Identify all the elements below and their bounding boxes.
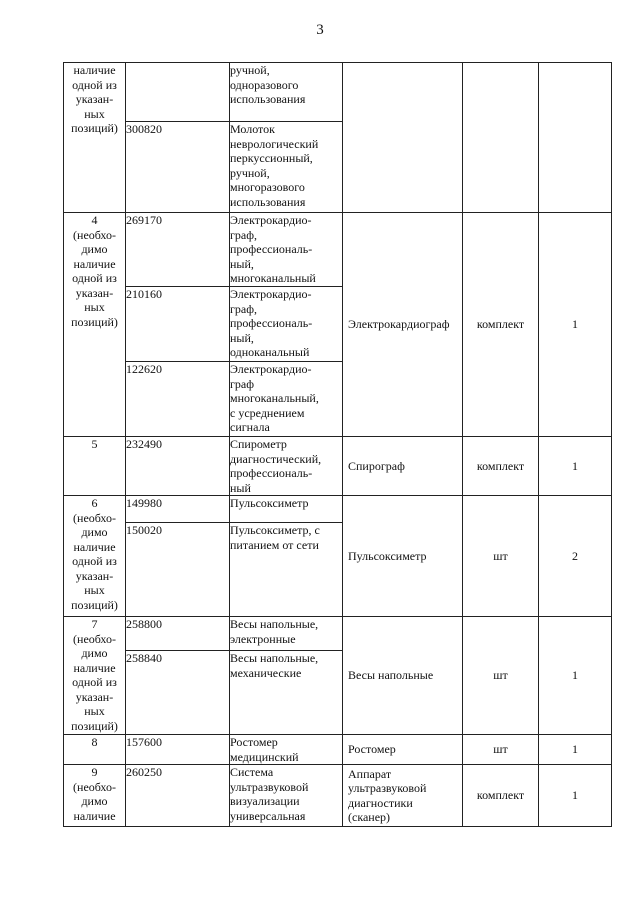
- nomenclature-code: 122620: [126, 362, 230, 437]
- nomenclature-code: [126, 63, 230, 122]
- unit: шт: [463, 735, 539, 765]
- item-description: Спирометр диагностический, профессиональ- ный: [230, 437, 343, 496]
- nomenclature-code: 157600: [126, 735, 230, 765]
- device-name: Спирограф: [343, 437, 463, 496]
- device-name: Пульсоксиметр: [343, 496, 463, 617]
- unit: шт: [463, 617, 539, 735]
- nomenclature-code: 260250: [126, 765, 230, 827]
- position-number: 4 (необхо- димо наличие одной из указан- ных позиций): [64, 213, 126, 437]
- position-number: 6 (необхо- димо наличие одной из указан- ных позиций): [64, 496, 126, 617]
- item-description: Молоток неврологический перкуссионный, ручной, многоразового использования: [230, 122, 343, 213]
- item-description: Пульсоксиметр: [230, 496, 343, 523]
- device-name: Электрокардиограф: [343, 213, 463, 437]
- position-number: 8: [64, 735, 126, 765]
- item-description: Весы напольные, электронные: [230, 617, 343, 651]
- position-number: 9 (необхо- димо наличие: [64, 765, 126, 827]
- item-description: Электрокардио- граф, профессиональ- ный, многоканальный: [230, 213, 343, 287]
- nomenclature-code: 150020: [126, 523, 230, 617]
- unit: комплект: [463, 765, 539, 827]
- unit: шт: [463, 496, 539, 617]
- unit: [463, 63, 539, 213]
- quantity: 2: [539, 496, 612, 617]
- item-description: Электрокардио- граф многоканальный, с усреднением сигнала: [230, 362, 343, 437]
- item-description: Пульсоксиметр, с питанием от сети: [230, 523, 343, 617]
- nomenclature-code: 258840: [126, 651, 230, 735]
- item-description: Система ультразвуковой визуализации универсальная: [230, 765, 343, 827]
- quantity: 1: [539, 735, 612, 765]
- quantity: [539, 63, 612, 213]
- device-name: Весы напольные: [343, 617, 463, 735]
- item-description: ручной, одноразового использования: [230, 63, 343, 122]
- quantity: 1: [539, 213, 612, 437]
- nomenclature-code: 232490: [126, 437, 230, 496]
- unit: комплект: [463, 437, 539, 496]
- device-name: Аппарат ультразвуковой диагностики (сканер): [343, 765, 463, 827]
- equipment-table: [63, 62, 612, 827]
- unit: комплект: [463, 213, 539, 437]
- quantity: 1: [539, 437, 612, 496]
- nomenclature-code: 300820: [126, 122, 230, 213]
- nomenclature-code: 210160: [126, 287, 230, 362]
- item-description: Ростомер медицинский: [230, 735, 343, 765]
- device-name: [343, 63, 463, 213]
- quantity: 1: [539, 765, 612, 827]
- device-name: Ростомер: [343, 735, 463, 765]
- item-description: Весы напольные, механические: [230, 651, 343, 735]
- nomenclature-code: 269170: [126, 213, 230, 287]
- page-number: 3: [316, 22, 324, 38]
- quantity: 1: [539, 617, 612, 735]
- position-number: 5: [64, 437, 126, 496]
- nomenclature-code: 258800: [126, 617, 230, 651]
- position-number: 7 (необхо- димо наличие одной из указан- ных позиций): [64, 617, 126, 735]
- position-number: наличие одной из указан- ных позиций): [64, 63, 126, 213]
- nomenclature-code: 149980: [126, 496, 230, 523]
- item-description: Электрокардио- граф, профессиональ- ный, одноканальный: [230, 287, 343, 362]
